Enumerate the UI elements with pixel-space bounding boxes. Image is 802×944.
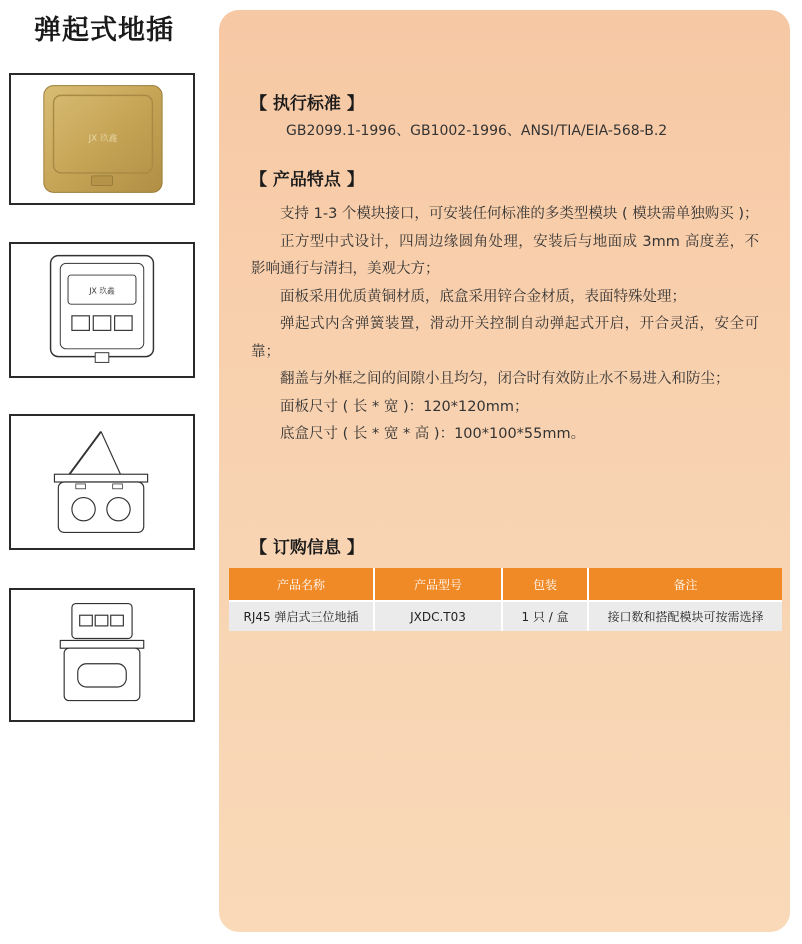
- feature-paragraph: 底盒尺寸 ( 长 * 宽 * 高 )：100*100*55mm。: [280, 426, 586, 442]
- table-cell: JXDC.T03: [374, 601, 502, 631]
- product-photo-top-view: [9, 73, 195, 205]
- feature-paragraph: 翻盖与外框之间的间隙小且均匀，闭合时有效防止水不易进入和防尘；: [280, 371, 730, 387]
- svg-text:JX 玖鑫: JX 玖鑫: [89, 286, 115, 296]
- features-section-title: 【 产品特点 】: [250, 170, 364, 190]
- feature-paragraph: 面板采用优质黄铜材质，底盒采用锌合金材质，表面特殊处理；: [280, 288, 686, 305]
- feature-paragraph: 面板尺寸 ( 长 * 宽 )：120*120mm；: [280, 398, 529, 415]
- features-list: [251, 201, 759, 449]
- order-table: [229, 568, 782, 631]
- feature-paragraph: 弹起式内含弹簧装置，滑动开关控制自动弹起式开启，开合灵活，安全可靠；: [251, 316, 759, 360]
- table-cell: 接口数和搭配模块可按需选择: [588, 601, 782, 631]
- column-header: 产品名称: [229, 568, 374, 601]
- feature-paragraph: 正方型中式设计，四周边缘圆角处理，安装后与地面成 3mm 高度差，不影响通行与清扫，美观大方；: [251, 233, 759, 277]
- product-drawing-open-view: [9, 242, 195, 378]
- spec-panel: [219, 10, 790, 932]
- brand-logo: JX 玖鑫: [88, 133, 118, 144]
- order-section-title: 【 订购信息 】: [250, 538, 364, 558]
- feature-paragraph: 支持 1-3 个模块接口，可安装任何标准的多类型模块 ( 模块需单独购买 )；: [280, 206, 759, 222]
- table-row: [229, 601, 782, 631]
- standard-text: GB2099.1-1996、GB1002-1996、ANSI/TIA/EIA-568-B.2: [286, 123, 668, 139]
- column-header: 产品型号: [374, 568, 502, 601]
- column-header: 备注: [588, 568, 782, 601]
- product-drawing-side-ports: [9, 588, 195, 722]
- column-header: 包装: [502, 568, 588, 601]
- table-cell: 1 只 / 盒: [502, 601, 588, 631]
- page-title: 弹起式地插: [34, 15, 174, 46]
- standard-section-title: 【 执行标准 】: [250, 94, 364, 114]
- table-header-row: [229, 568, 782, 601]
- product-drawing-side-lid-open: [9, 414, 195, 550]
- table-cell: RJ45 弹启式三位地插: [229, 601, 374, 631]
